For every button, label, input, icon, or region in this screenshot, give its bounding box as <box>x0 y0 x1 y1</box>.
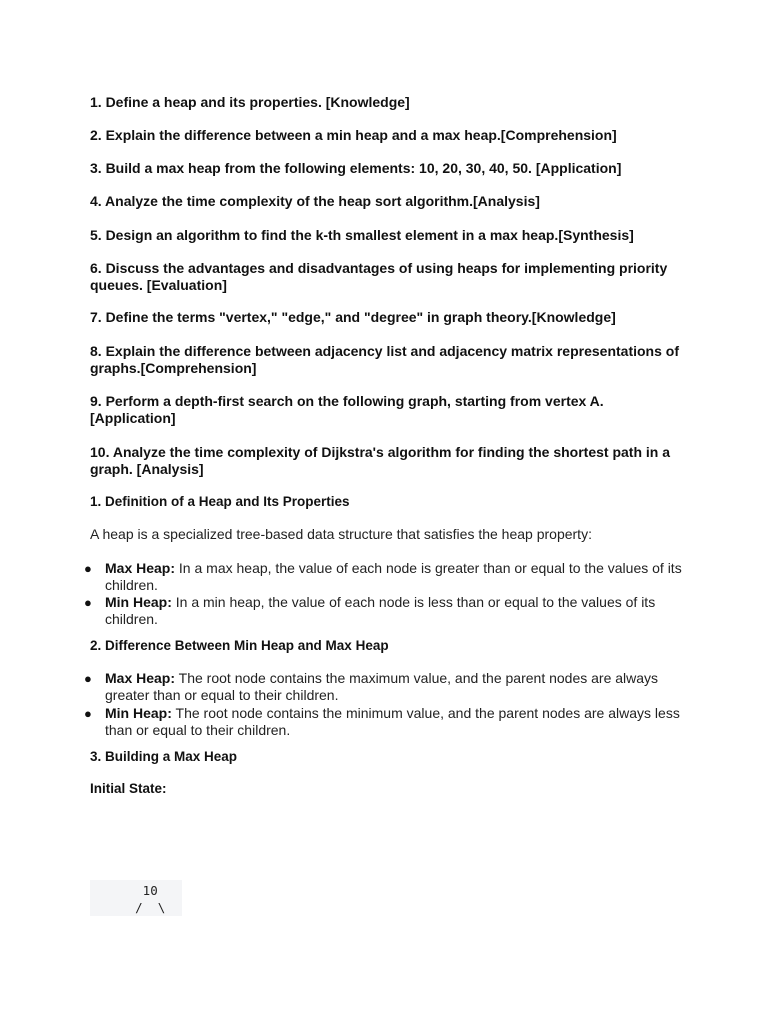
question-9: 9. Perform a depth-first search on the following graph, starting from vertex A. [Application] <box>90 393 604 426</box>
section-1-heading: 1. Definition of a Heap and Its Properties <box>90 494 350 509</box>
question-3: 3. Build a max heap from the following elements: 10, 20, 30, 40, 50. [Application] <box>90 160 622 176</box>
term-label: Max Heap: <box>105 560 176 576</box>
section-1-item-min-heap <box>105 594 690 628</box>
question-5: 5. Design an algorithm to find the k-th smallest element in a max heap.[Synthesis] <box>90 227 634 243</box>
term-description: The root node contains the maximum value, and the parent nodes are always greater than or equal to their children. <box>105 670 659 703</box>
question-8: 8. Explain the difference between adjacency list and adjacency matrix representations of graphs.[Comprehension] <box>90 343 679 376</box>
bullet-icon: ● <box>84 595 92 610</box>
bullet-icon: ● <box>84 561 92 576</box>
term-label: Max Heap: <box>105 670 176 686</box>
question-7: 7. Define the terms "vertex," "edge," and "degree" in graph theory.[Knowledge] <box>90 309 616 325</box>
question-1: 1. Define a heap and its properties. [Knowledge] <box>90 94 410 110</box>
term-description: In a max heap, the value of each node is greater than or equal to the values of its children. <box>105 560 682 593</box>
question-10: 10. Analyze the time complexity of Dijkstra's algorithm for finding the shortest path in a graph. [Analysis] <box>90 444 671 477</box>
section-2-item-max-heap <box>105 670 690 704</box>
section-3-heading: 3. Building a Max Heap <box>90 749 238 764</box>
bullet-icon: ● <box>84 671 92 686</box>
term-description: The root node contains the minimum value, and the parent nodes are always less than or equal to their children. <box>105 705 680 738</box>
section-1-item-max-heap <box>105 560 690 594</box>
question-4: 4. Analyze the time complexity of the heap sort algorithm.[Analysis] <box>90 193 540 209</box>
bullet-icon: ● <box>84 706 92 721</box>
section-2-item-min-heap <box>105 705 690 739</box>
term-description: In a min heap, the value of each node is less than or equal to the values of its children. <box>105 594 656 627</box>
question-2: 2. Explain the difference between a min heap and a max heap.[Comprehension] <box>90 127 617 143</box>
question-6: 6. Discuss the advantages and disadvantages of using heaps for implementing priority queues. [Evaluation] <box>90 260 668 293</box>
initial-state-label: Initial State: <box>90 781 167 796</box>
term-label: Min Heap: <box>105 594 172 610</box>
term-label: Min Heap: <box>105 705 172 721</box>
section-1-intro: A heap is a specialized tree-based data structure that satisfies the heap property: <box>90 526 592 542</box>
section-2-heading: 2. Difference Between Min Heap and Max Heap <box>90 638 389 653</box>
code-block: 10 / \ <box>90 880 182 916</box>
